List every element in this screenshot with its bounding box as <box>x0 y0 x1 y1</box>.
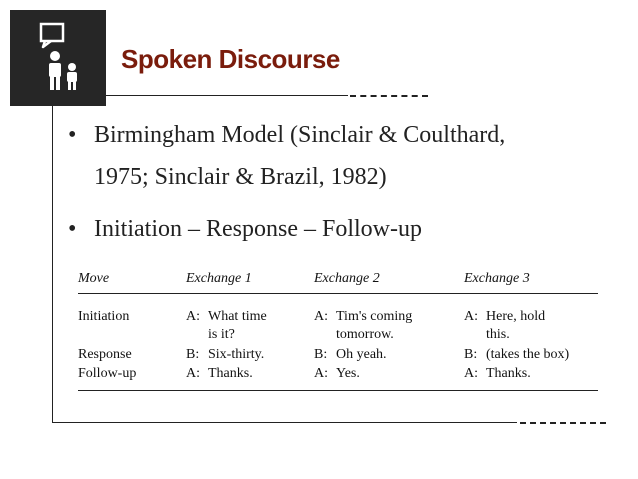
table-cell: What time <box>208 309 267 324</box>
table-cell: Oh yeah. <box>336 347 387 362</box>
table-cell: tomorrow. <box>336 327 394 342</box>
table-cell: this. <box>486 327 510 342</box>
bullet-text-continued: 1975; Sinclair & Brazil, 1982) <box>94 164 387 190</box>
exchange-table <box>74 264 604 394</box>
frame-top-dashes <box>350 95 428 97</box>
speaker-label: B: <box>186 347 200 362</box>
table-cell: Tim's coming <box>336 309 413 324</box>
table-rule <box>78 293 598 294</box>
speaker-label: B: <box>314 347 328 362</box>
bullet-text: Initiation – Response – Follow-up <box>94 216 422 242</box>
bullet-text: Birmingham Model (Sinclair & Coulthard, <box>94 122 506 148</box>
bullet-dot: • <box>68 216 77 242</box>
frame-top-line <box>106 95 348 96</box>
table-cell: Six-thirty. <box>208 347 265 362</box>
table-cell: is it? <box>208 327 235 342</box>
table-cell: Initiation <box>78 309 130 324</box>
table-cell: Thanks. <box>486 366 531 381</box>
frame-bottom-dashes <box>520 422 606 424</box>
table-cell: Response <box>78 347 132 362</box>
frame-left-line <box>52 106 53 423</box>
bullet-dot: • <box>68 122 77 148</box>
table-rule <box>78 390 598 391</box>
table-cell: Thanks. <box>208 366 253 381</box>
speaker-label: A: <box>186 366 200 381</box>
speaker-label: B: <box>464 347 478 362</box>
speaker-label: A: <box>314 309 328 324</box>
speaker-label: A: <box>314 366 328 381</box>
frame-bottom-line <box>52 422 517 423</box>
table-cell: Follow-up <box>78 366 137 381</box>
speaker-label: A: <box>464 366 478 381</box>
table-header: Exchange 3 <box>464 271 530 286</box>
speaking-people-icon <box>10 10 106 106</box>
table-header: Exchange 2 <box>314 271 380 286</box>
table-header: Move <box>78 271 110 286</box>
table-header: Exchange 1 <box>186 271 252 286</box>
table-cell: Here, hold <box>486 309 546 324</box>
table-cell: Yes. <box>336 366 360 381</box>
slide-title: Spoken Discourse <box>121 44 340 74</box>
speaker-label: A: <box>186 309 200 324</box>
speaker-label: A: <box>464 309 478 324</box>
table-cell: (takes the box) <box>486 347 570 362</box>
